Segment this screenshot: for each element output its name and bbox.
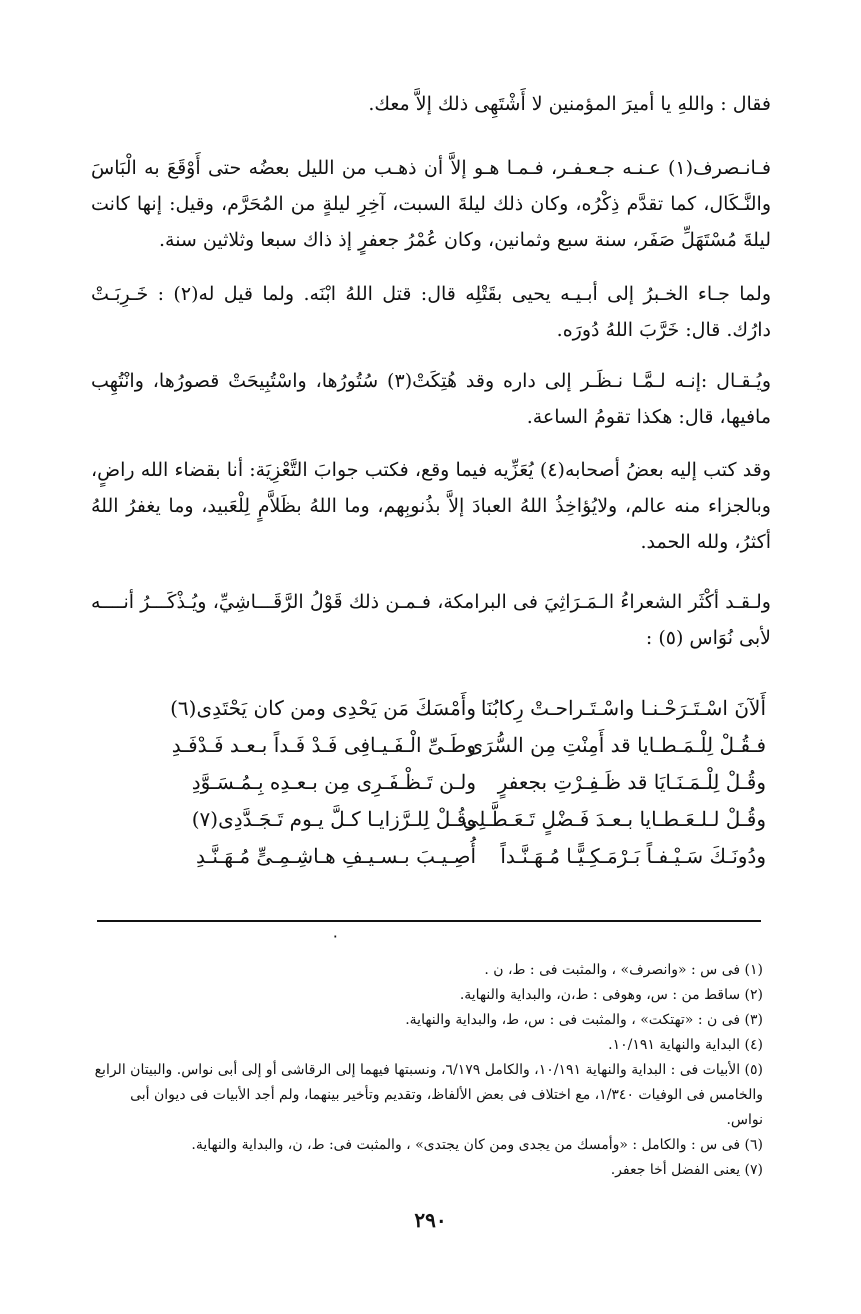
verse-line (96, 690, 766, 727)
footnote: (٢) ساقط من : س، وهوفى : ط،ن، والبداية والنهاية. (459, 987, 763, 1003)
separator-mark: ٠ (331, 926, 340, 945)
verse-second-hemistich: وطَـىِّ الْـفَـيـافِى فَـدْ فَـداً بـعـد فَـدْفَـدِ (171, 733, 476, 757)
page-number: ٢٩٠ (414, 1208, 447, 1232)
footnote: (٦) فى س : والكامل : «وأمسك من يجدى ومن كان يجتدى» ، والمثبت فى: ط، ن، والبداية والنهاية. (191, 1137, 763, 1153)
verse-line (96, 727, 766, 764)
footnote: (٥) الأبيات فى : البداية والنهاية ١٠/١٩١، والكامل ٦/١٧٩، ونسبتها فيهما إلى الرقاشى أو إلى أبى نواس. والبيتان الرابع والخامس فى الوفيات ١/٣٤٠، مع اختلاف فى بعض الألفاظ، وتقديم وتأخير بينهما، ولم أجد الأبيات فى ديوان أبى نواس. (94, 1062, 763, 1128)
paragraph-1: فقال : واللهِ يا أميرَ المؤمنين لا أَشْتَهِى ذلك إلاَّ معك. (368, 93, 771, 115)
verse-second-hemistich: أُصِـيـبَ بـسـيـفِ هـاشِـمِـىٍّ مُـهَـنَّـدِ (196, 844, 476, 868)
verse-first-hemistich: فـقُـلْ لِلْـمَـطـايا قد أَمِنْتِ مِن السُّرَى (467, 733, 766, 757)
verse-line (96, 764, 766, 801)
verse-first-hemistich: وقُـلْ لِلْـمَـنَـايَا قد ظَـفِـرْتِ بجعفرٍ (497, 770, 766, 794)
verse-first-hemistich: ودُونَـكَ سَـيْـفـاً بَـرْمَـكِـيًّـا مُـهَـنَّـداً (500, 844, 766, 868)
verse-first-hemistich: أَلآنَ اسْـتَـرَحْـنـا واسْـتَـراحـتْ رِكابُنَا (480, 696, 766, 720)
poem (96, 690, 766, 875)
paragraph-6: ولـقـد أكْثَر الشعراءُ الـمَـرَاثِيَ فى البرامكة، فـمـن ذلك قَوْلُ الرَّقَـــاشِيِّ، ويُـذْكَـــرُ أنــــه لأبى نُوَاس (٥) : (91, 591, 771, 649)
footnote: (١) فى س : «وانصرف» ، والمثبت فى : ط، ن . (484, 962, 763, 978)
footnote: (٤) البداية والنهاية ١٠/١٩١. (608, 1037, 763, 1053)
verse-line (96, 838, 766, 875)
paragraph-5: وقد كتب إليه بعضُ أصحابه(٤) يُعَزِّيه فيما وقع، فكتب جوابَ التَّعْزِيَة: أنا بقضاء الله راضٍ، وبالجزاء منه عالم، ولايُؤاخِذُ اللهُ العبادَ إلاَّ بذُنوبِهم، وما اللهُ بظَلاَّمٍ لِلْعَبيد، وما يغفرُ اللهُ أكثرُ، ولله الحمد. (91, 459, 771, 553)
paragraph-3: ولما جـاء الخـبرُ إلى أبـيـه يحيى بقَتْلِه قال: قتل اللهُ ابْنَه. ولما قيل له(٢) : خَـرِبَـتْ دارُك. قال: خَرَّبَ اللهُ دُورَه. (91, 283, 772, 341)
footnote-separator (97, 920, 761, 922)
footnote: (٧) يعنى الفضل أخا جعفر. (610, 1162, 763, 1178)
verse-line (96, 801, 766, 838)
verse-second-hemistich: وقُـلْ لِلـرَّزايـا كـلَّ يـوم تَـجَـدَّدِى(٧) (191, 807, 476, 831)
footnote: (٣) فى ن : «تهتكت» ، والمثبت فى : س، ط، والبداية والنهاية. (405, 1012, 763, 1028)
verse-second-hemistich: ولـن تَـظْـفَـرِى مِن بـعـدِه بِـمُـسَـوَّدِ (191, 770, 476, 794)
paragraph-4: ويُـقـال :إنـه لـمَّـا نـظَـر إلى داره وقد هُتِكَتْ(٣) سُتُورُها، واسْتُبِيحَتْ قصورُها، وانْتُهِب مافيها، قال: هكذا تقومُ الساعة. (91, 370, 771, 428)
verse-second-hemistich: وأَمْسَكَ مَن يَحْدِى ومن كان يَحْتَدِى(٦) (170, 696, 476, 720)
verse-first-hemistich: وقُـلْ لـلـعَـطـايا بـعـدَ فَـضْلٍ تَـعَـطَّـلِى (462, 807, 766, 831)
footnotes (93, 958, 763, 1183)
paragraph-2: فـانـصرف(١) عـنـه جـعـفـر، فـمـا هـو إلاَّ أن ذهـب من الليل بعضُه حتى أَوْقَعَ به الْبَاسَ والنَّـكَال، كما تقدَّم ذِكْرُه، وكان ذلك ليلةَ السبت، آخِرِ ليلةٍ من المُحَرَّم، وقيل: إنها كانت ليلةَ مُسْتَهَلِّ صَفَر، سنة سبع وثمانين، وكان عُمْرُ جعفرٍ إذ ذاك سبعا وثلاثين سنة. (91, 157, 771, 251)
